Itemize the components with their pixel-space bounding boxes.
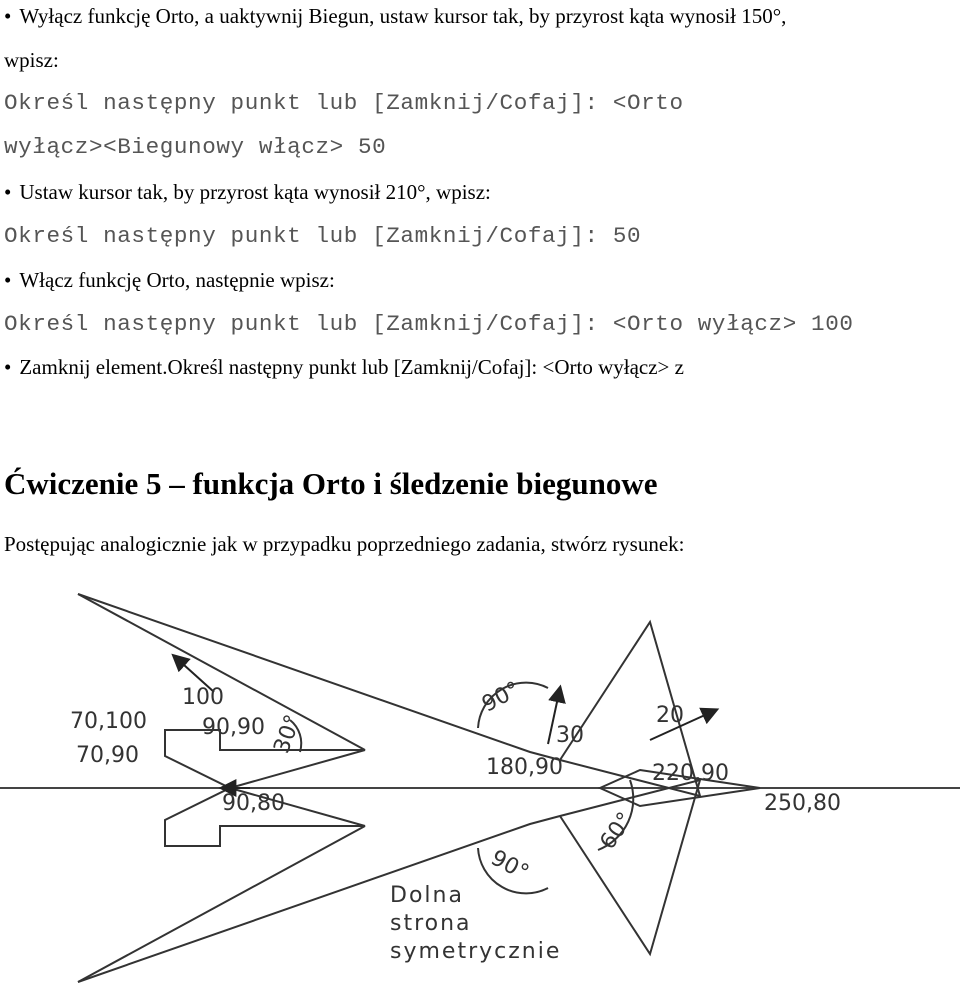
label-90-degrees-top: 90° xyxy=(478,677,525,718)
label-20: 20 xyxy=(656,703,684,728)
instruction-bullet-1 xyxy=(4,4,786,29)
note-line-2: strona xyxy=(390,911,472,936)
label-100: 100 xyxy=(182,685,224,710)
instruction-bullet-4-text: Zamknij element.Określ następny punkt lub [Zamknij/Cofaj]: <Orto wyłącz> z xyxy=(19,355,684,379)
exercise-title: Ćwiczenie 5 – funkcja Orto i śledzenie biegunowe xyxy=(4,466,658,501)
upper-fin xyxy=(165,730,365,788)
instruction-bullet-2 xyxy=(4,180,491,205)
instruction-bullet-2-text: Ustaw kursor tak, by przyrost kąta wynosił 210°, wpisz: xyxy=(19,180,491,204)
lower-outline xyxy=(78,780,700,982)
note-line-3: symetrycznie xyxy=(390,939,562,964)
label-30-degrees: 30° xyxy=(269,711,307,757)
label-220-90: 220,90 xyxy=(652,761,729,786)
command-line-1a: Określ następny punkt lub [Zamknij/Cofaj]: <Orto xyxy=(4,90,684,116)
technical-drawing xyxy=(0,580,960,985)
instruction-bullet-3-text: Włącz funkcję Orto, następnie wpisz: xyxy=(19,268,335,292)
instruction-bullet-3 xyxy=(4,268,335,293)
exercise-intro: Postępując analogicznie jak w przypadku poprzedniego zadania, stwórz rysunek: xyxy=(4,532,685,556)
label-90-90: 90,90 xyxy=(202,715,265,740)
upper-outline xyxy=(78,594,700,796)
command-line-2: Określ następny punkt lub [Zamknij/Cofaj]: 50 xyxy=(4,223,642,249)
instruction-bullet-1-text: Wyłącz funkcję Orto, a uaktywnij Biegun, ustaw kursor tak, by przyrost kąta wynosił 150°, xyxy=(19,4,787,28)
command-line-1b: wyłącz><Biegunowy włącz> 50 xyxy=(4,134,387,160)
label-250-80: 250,80 xyxy=(764,791,841,816)
label-60-degrees: 60° xyxy=(595,807,639,855)
label-180-90: 180,90 xyxy=(486,755,563,780)
note-line-1: Dolna xyxy=(390,883,464,908)
label-70-90: 70,90 xyxy=(76,743,139,768)
label-70-100: 70,100 xyxy=(70,709,147,734)
command-line-3: Określ następny punkt lub [Zamknij/Cofaj]: <Orto wyłącz> 100 xyxy=(4,311,854,337)
instruction-bullet-4 xyxy=(4,355,684,380)
label-90-degrees-bottom: 90° xyxy=(486,845,533,886)
instruction-bullet-1-continuation: wpisz: xyxy=(4,48,59,72)
label-90-80: 90,80 xyxy=(222,791,285,816)
lower-outline-tail xyxy=(78,826,365,982)
label-30: 30 xyxy=(556,723,584,748)
